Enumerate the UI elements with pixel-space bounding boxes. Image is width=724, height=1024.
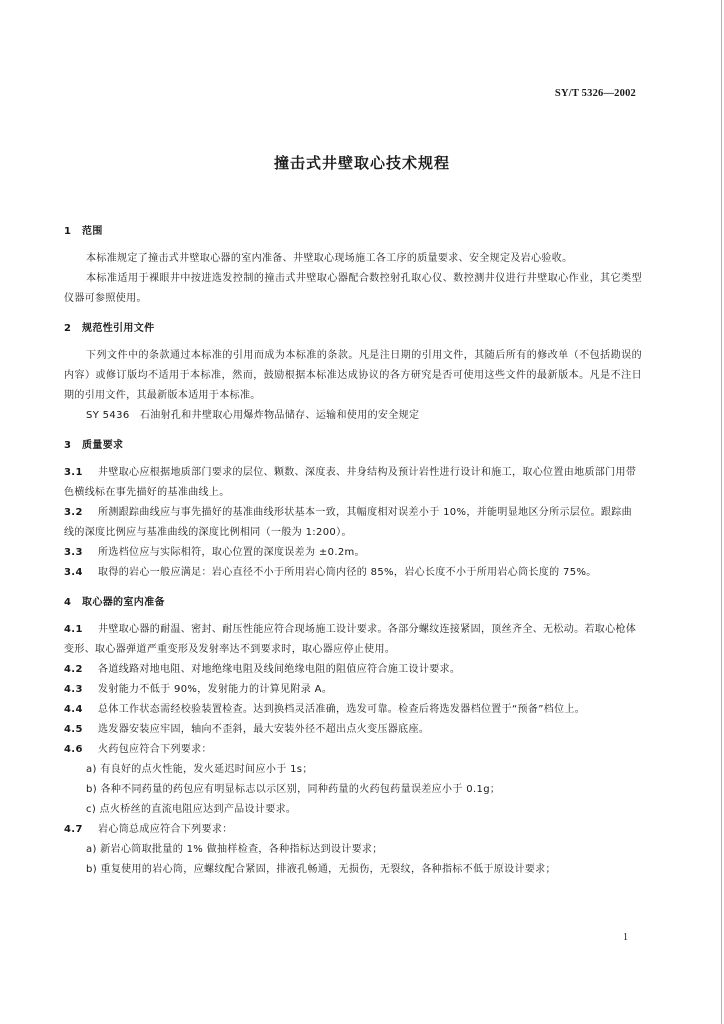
clause-number: 4.7	[64, 824, 83, 835]
section-title: 规范性引用文件	[82, 323, 155, 334]
clause-number: 3.4	[64, 567, 83, 578]
clause-text: 火药包应符合下列要求：	[98, 744, 212, 755]
section-heading-2	[64, 319, 642, 339]
clause	[64, 740, 642, 760]
section-number: 2	[64, 323, 72, 334]
clause	[64, 720, 642, 740]
clause-number: 4.2	[64, 664, 83, 675]
section-number: 4	[64, 597, 72, 608]
clause-text: 总体工作状态需经校验装置检查。达到换档灵活准确，选发可靠。检查后将选发器档位置于“预备”档位上。	[98, 704, 586, 715]
list-item: c) 点火桥丝的直流电阻应达到产品设计要求。	[86, 804, 297, 815]
clause-number: 3.1	[64, 467, 83, 478]
section-title: 范围	[82, 226, 103, 237]
normative-reference: SY 5436 石油射孔和井壁取心用爆炸物品储存、运输和使用的安全规定	[86, 410, 420, 421]
list-item: a) 新岩心筒取批量的 1% 做抽样检查，各种指标达到设计要求；	[86, 844, 383, 855]
clause-text: 所测跟踪曲线应与事先描好的基准曲线形状基本一致，其幅度相对误差小于 10%，并能明显地区分所示层位。跟踪曲线的深度比例应与基准曲线的深度比例相同（一般为 1:200）。	[64, 507, 632, 538]
clause-number: 4.1	[64, 624, 83, 635]
document-body	[64, 222, 642, 880]
section-heading-3	[64, 436, 642, 456]
clause	[64, 463, 642, 503]
section-heading-1	[64, 222, 642, 242]
clause-text: 井壁取心器的耐温、密封、耐压性能应符合现场施工设计要求。各部分螺纹连接紧固，顶丝齐全、无松动。若取心枪体变形、取心器弹道严重变形及发射率达不到要求时，取心器应停止使用。	[64, 624, 637, 655]
clause-number: 3.2	[64, 507, 83, 518]
section-heading-4	[64, 593, 642, 613]
paragraph: 下列文件中的条款通过本标准的引用而成为本标准的条款。凡是注日期的引用文件，其随后所有的修改单（不包括勘误的内容）或修订版均不适用于本标准，然而，鼓励根据本标准达成协议的各方研究是否可使用这些文件的最新版本。凡是不注日期的引用文件，其最新版本适用于本标准。	[64, 350, 642, 401]
clause	[64, 660, 642, 680]
clause-number: 4.5	[64, 724, 83, 735]
paragraph: 本标准适用于裸眼井中按进选发控制的撞击式井壁取心器配合数控射孔取心仪、数控测井仪进行井壁取心作业，其它类型仪器可参照使用。	[64, 273, 642, 304]
clause-text: 发射能力不低于 90%，发射能力的计算见附录 A。	[98, 684, 333, 695]
clause-number: 3.3	[64, 547, 83, 558]
paragraph: 本标准规定了撞击式井壁取心器的室内准备、井壁取心现场施工各工序的质量要求、安全规定及岩心验收。	[86, 253, 573, 264]
clause-number: 4.3	[64, 684, 83, 695]
clause	[64, 620, 642, 660]
page-number: 1	[623, 932, 628, 943]
clause-number: 4.6	[64, 744, 83, 755]
clause-text: 取得的岩心一般应满足：岩心直径不小于所用岩心筒内径的 85%，岩心长度不小于所用岩心筒长度的 75%。	[98, 567, 597, 578]
clause	[64, 503, 642, 543]
section-number: 3	[64, 440, 72, 451]
clause-number: 4.4	[64, 704, 83, 715]
clause	[64, 563, 642, 583]
clause-text: 岩心筒总成应符合下列要求：	[98, 824, 233, 835]
list-item: b) 各种不同药量的药包应有明显标志以示区别，同种药量的火药包药量误差应小于 0.1g；	[86, 784, 501, 795]
standard-code: SY/T 5326—2002	[554, 88, 636, 99]
clause	[64, 820, 642, 840]
clause	[64, 680, 642, 700]
clause	[64, 543, 642, 563]
clause-text: 选发器安装应牢固，轴向不歪斜，最大安装外径不超出点火变压器底座。	[98, 724, 430, 735]
section-title: 质量要求	[82, 440, 124, 451]
list-item: a) 有良好的点火性能，发火延迟时间应小于 1s；	[86, 764, 313, 775]
section-number: 1	[64, 226, 72, 237]
clause-text: 各道线路对地电阻、对地绝缘电阻及线间绝缘电阻的阻值应符合施工设计要求。	[98, 664, 461, 675]
document-title: 撞击式井壁取心技术规程	[273, 154, 450, 172]
clause-text: 井壁取心应根据地质部门要求的层位、颗数、深度表、井身结构及预计岩性进行设计和施工，取心位置由地质部门用带色横线标在事先描好的基准曲线上。	[64, 467, 637, 498]
section-title: 取心器的室内准备	[82, 597, 165, 608]
clause-text: 所选档位应与实际相符，取心位置的深度误差为 ±0.2m。	[98, 547, 366, 558]
list-item: b) 重复使用的岩心筒，应螺纹配合紧固，排液孔畅通，无损伤，无裂纹，各种指标不低于原设计要求；	[86, 864, 556, 875]
clause	[64, 700, 642, 720]
